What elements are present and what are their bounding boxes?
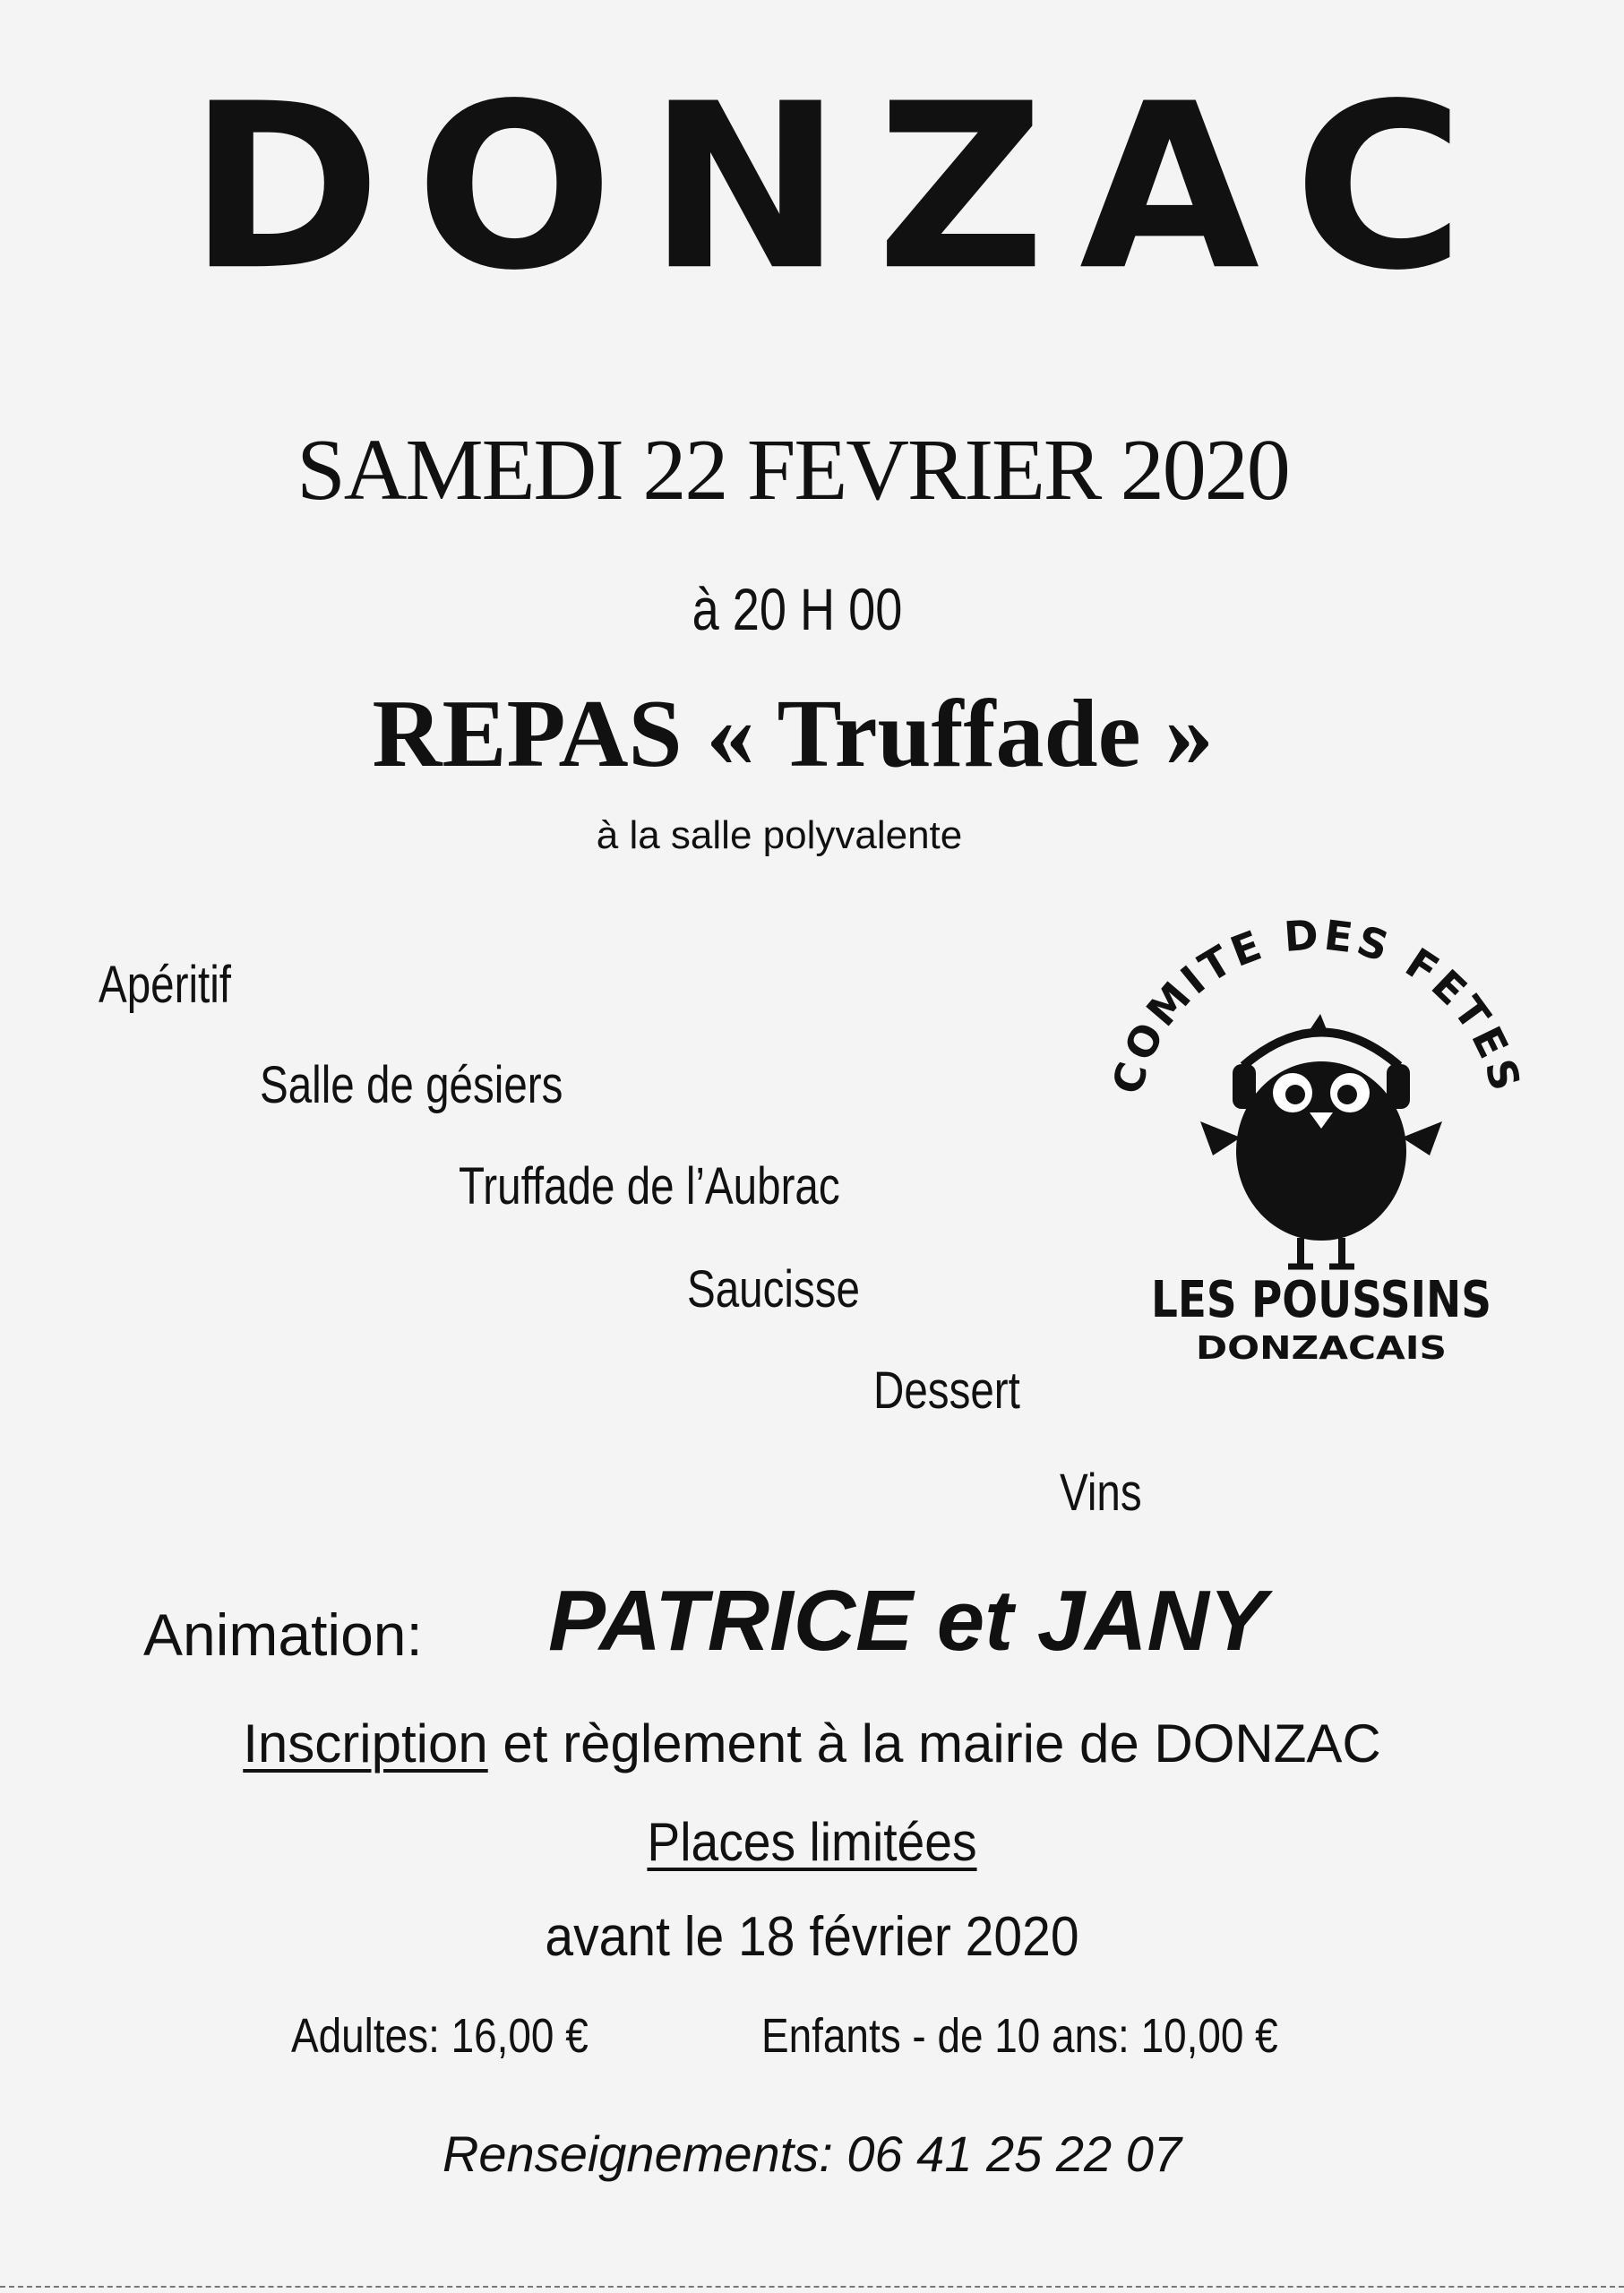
logo-line1: LES POUSSINS	[1151, 1271, 1491, 1329]
meal-title: REPAS « Truffade »	[372, 681, 1214, 787]
registration-rest: et règlement à la mairie de DONZAC	[487, 1713, 1381, 1773]
registration-line	[0, 1711, 1624, 1777]
chick-with-headphones-icon	[1200, 1014, 1442, 1267]
menu-item: Vins	[1060, 1464, 1142, 1522]
menu-item: Dessert	[873, 1361, 1020, 1420]
event-date: SAMEDI 22 FEVRIER 2020	[296, 422, 1289, 519]
limited-places: Places limitées	[647, 1812, 977, 1872]
menu-item: Saucisse	[687, 1260, 860, 1318]
menu-item: Apéritif	[99, 956, 232, 1014]
event-time: à 20 H 00	[692, 576, 903, 642]
menu-item: Truffade de l’Aubrac	[459, 1157, 840, 1215]
contact-info: Renseignements: 06 41 25 22 07	[442, 2126, 1182, 2182]
town-title: DONZAC	[188, 56, 1499, 321]
animation-label: Animation:	[143, 1602, 423, 1668]
venue: à la salle polyvalente	[596, 813, 963, 857]
registration-deadline: avant le 18 février 2020	[545, 1906, 1079, 1968]
page-edge	[0, 2286, 1624, 2293]
price-children: Enfants - de 10 ans: 10,00 €	[761, 2009, 1278, 2063]
comite-des-fetes-logo	[1102, 914, 1532, 1370]
logo-line2: DONZACAIS	[1196, 1330, 1447, 1367]
price-adults: Adultes: 16,00 €	[291, 2009, 589, 2063]
logo-arc-text: COMITE DES FETES	[1102, 914, 1532, 1100]
registration-underlined: Inscription	[243, 1713, 488, 1773]
menu-item: Salle de gésiers	[260, 1056, 563, 1114]
animation-artists: PATRICE et JANY	[548, 1573, 1267, 1669]
